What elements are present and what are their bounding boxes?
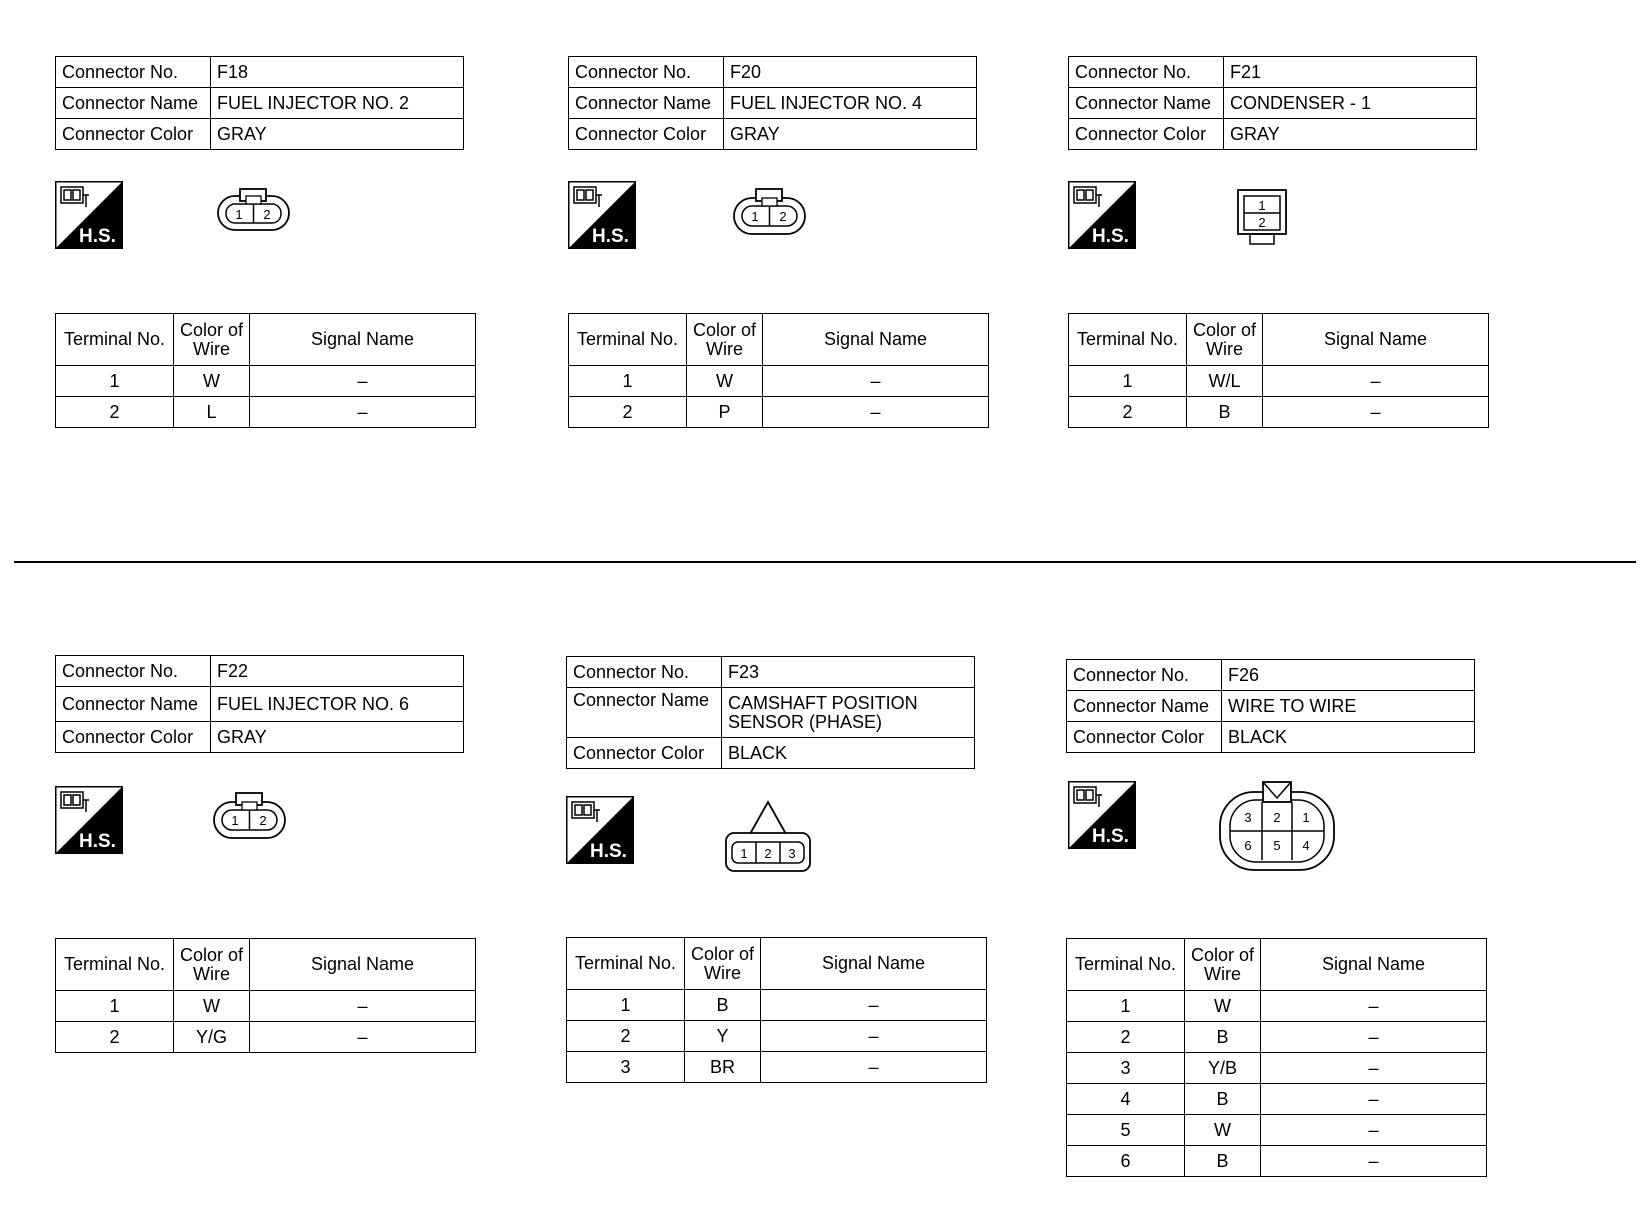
signal-name-header: Signal Name (763, 314, 989, 366)
table-row (1069, 397, 1489, 428)
signal-name: – (1263, 366, 1489, 397)
hs-connector-icon (568, 181, 636, 249)
pin-label: 5 (1273, 838, 1281, 853)
wire-color: W (1185, 1115, 1261, 1146)
connector-color-value: GRAY (211, 119, 464, 150)
connector-name-value: WIRE TO WIRE (1222, 691, 1475, 722)
terminal-no: 2 (1069, 397, 1187, 428)
pin-label: 1 (1302, 810, 1310, 825)
signal-name: – (1261, 1084, 1487, 1115)
hs-label: H.S. (79, 226, 116, 247)
signal-name-header: Signal Name (250, 939, 476, 991)
signal-name: – (763, 397, 989, 428)
terminal-no: 1 (567, 990, 685, 1021)
terminal-table-f18 (55, 313, 476, 428)
terminal-no: 4 (1067, 1084, 1185, 1115)
pin-label: 3 (1244, 810, 1252, 825)
connector-color-label: Connector Color (56, 119, 211, 150)
table-row (56, 366, 476, 397)
section-divider (14, 561, 1636, 563)
hs-label: H.S. (592, 226, 629, 247)
pin-label: 1 (740, 846, 748, 861)
terminal-no: 5 (1067, 1115, 1185, 1146)
wire-color: B (685, 990, 761, 1021)
two-pin-connector-icon (216, 186, 292, 234)
pin-label: 2 (259, 813, 267, 828)
signal-name: – (1261, 1115, 1487, 1146)
table-row (567, 1052, 987, 1083)
wire-color-header: Color of Wire (174, 939, 250, 991)
pin-label: 2 (263, 207, 271, 222)
hs-label: H.S. (1092, 226, 1129, 247)
terminal-no-header: Terminal No. (1067, 939, 1185, 991)
table-row (56, 991, 476, 1022)
connector-color-label: Connector Color (569, 119, 724, 150)
wire-color: Y/G (174, 1022, 250, 1053)
connector-no-value: F26 (1222, 660, 1475, 691)
wire-color: W (1185, 991, 1261, 1022)
signal-name: – (763, 366, 989, 397)
signal-name: – (761, 1021, 987, 1052)
connector-name-value: FUEL INJECTOR NO. 2 (211, 88, 464, 119)
pin-label: 2 (1273, 810, 1281, 825)
terminal-no-header: Terminal No. (56, 939, 174, 991)
wire-color: BR (685, 1052, 761, 1083)
connector-name-label: Connector Name (567, 688, 722, 738)
connector-color-label: Connector Color (56, 722, 211, 753)
terminal-no-header: Terminal No. (567, 938, 685, 990)
signal-name-header: Signal Name (1261, 939, 1487, 991)
table-row (1067, 1084, 1487, 1115)
signal-name: – (1261, 1053, 1487, 1084)
wire-color: W (174, 991, 250, 1022)
table-row (1067, 1053, 1487, 1084)
terminal-table-f23 (566, 937, 987, 1083)
connector-name-label: Connector Name (569, 88, 724, 119)
terminal-no: 2 (567, 1021, 685, 1052)
connector-no-label: Connector No. (567, 657, 722, 688)
signal-name: – (1261, 1022, 1487, 1053)
terminal-no: 2 (569, 397, 687, 428)
connector-name-label: Connector Name (1067, 691, 1222, 722)
connector-color-label: Connector Color (567, 738, 722, 769)
wire-color: B (1187, 397, 1263, 428)
wire-color-header: Color of Wire (687, 314, 763, 366)
hs-label: H.S. (590, 841, 627, 862)
pin-label: 2 (1258, 215, 1266, 230)
connector-name-value: CAMSHAFT POSITION SENSOR (PHASE) (722, 688, 975, 738)
wire-color: Y/B (1185, 1053, 1261, 1084)
pin-label: 2 (764, 846, 772, 861)
connector-name-label: Connector Name (56, 88, 211, 119)
wire-color: W (174, 366, 250, 397)
terminal-no-header: Terminal No. (56, 314, 174, 366)
table-row (56, 397, 476, 428)
table-row (567, 990, 987, 1021)
terminal-table-f26 (1066, 938, 1487, 1177)
table-row (1067, 1146, 1487, 1177)
connector-f22-info (55, 655, 464, 753)
signal-name-header: Signal Name (761, 938, 987, 990)
connector-f21-info (1068, 56, 1477, 150)
pin-label: 1 (1258, 198, 1266, 213)
pin-label: 1 (231, 813, 239, 828)
connector-name-label: Connector Name (56, 687, 211, 722)
hs-label: H.S. (79, 831, 116, 852)
three-pin-connector-icon (724, 800, 812, 874)
signal-name: – (250, 991, 476, 1022)
terminal-no: 3 (567, 1052, 685, 1083)
connector-no-value: F21 (1224, 57, 1477, 88)
connector-color-value: GRAY (724, 119, 977, 150)
terminal-no: 1 (1069, 366, 1187, 397)
terminal-no: 2 (56, 1022, 174, 1053)
terminal-no-header: Terminal No. (569, 314, 687, 366)
table-row (1067, 991, 1487, 1022)
table-row (1067, 1115, 1487, 1146)
terminal-no: 2 (1067, 1022, 1185, 1053)
terminal-no: 6 (1067, 1146, 1185, 1177)
two-pin-connector-icon (732, 186, 808, 238)
connector-no-value: F22 (211, 656, 464, 687)
hs-connector-icon (55, 786, 123, 854)
hs-connector-icon (566, 796, 634, 864)
wire-color: B (1185, 1022, 1261, 1053)
connector-color-value: BLACK (1222, 722, 1475, 753)
signal-name: – (761, 1052, 987, 1083)
table-row (569, 397, 989, 428)
connector-name-label: Connector Name (1069, 88, 1224, 119)
signal-name: – (1261, 991, 1487, 1022)
pin-label: 6 (1244, 838, 1252, 853)
pin-label: 1 (751, 209, 759, 224)
connector-no-label: Connector No. (1067, 660, 1222, 691)
pin-label: 4 (1302, 838, 1310, 853)
wire-color: W/L (1187, 366, 1263, 397)
six-pin-connector-icon (1218, 780, 1336, 872)
table-row (567, 1021, 987, 1052)
table-row (569, 366, 989, 397)
signal-name: – (761, 990, 987, 1021)
connector-no-label: Connector No. (1069, 57, 1224, 88)
hs-label: H.S. (1092, 826, 1129, 847)
connector-color-value: BLACK (722, 738, 975, 769)
signal-name: – (1263, 397, 1489, 428)
pin-label: 3 (788, 846, 796, 861)
connector-f26-info (1066, 659, 1475, 753)
pin-label: 2 (779, 209, 787, 224)
wire-color-header: Color of Wire (1187, 314, 1263, 366)
wire-color-header: Color of Wire (1185, 939, 1261, 991)
hs-connector-icon (55, 181, 123, 249)
terminal-table-f22 (55, 938, 476, 1053)
connector-no-value: F20 (724, 57, 977, 88)
terminal-no: 1 (569, 366, 687, 397)
terminal-no: 2 (56, 397, 174, 428)
terminal-no: 3 (1067, 1053, 1185, 1084)
connector-name-value: FUEL INJECTOR NO. 4 (724, 88, 977, 119)
wire-color: B (1185, 1084, 1261, 1115)
hs-connector-icon (1068, 181, 1136, 249)
connector-no-value: F23 (722, 657, 975, 688)
connector-f23-info (566, 656, 975, 769)
terminal-no: 1 (1067, 991, 1185, 1022)
table-row (56, 1022, 476, 1053)
wire-color: P (687, 397, 763, 428)
terminal-no-header: Terminal No. (1069, 314, 1187, 366)
wire-color: L (174, 397, 250, 428)
connector-no-value: F18 (211, 57, 464, 88)
connector-color-value: GRAY (1224, 119, 1477, 150)
signal-name-header: Signal Name (1263, 314, 1489, 366)
table-row (1069, 366, 1489, 397)
connector-no-label: Connector No. (56, 57, 211, 88)
signal-name: – (250, 366, 476, 397)
two-pin-vertical-connector-icon (1236, 188, 1290, 246)
hs-connector-icon (1068, 781, 1136, 849)
signal-name: – (1261, 1146, 1487, 1177)
connector-name-value: CONDENSER - 1 (1224, 88, 1477, 119)
connector-name-value: FUEL INJECTOR NO. 6 (211, 687, 464, 722)
wire-color-header: Color of Wire (174, 314, 250, 366)
connector-no-label: Connector No. (56, 656, 211, 687)
two-pin-connector-icon (212, 790, 288, 842)
signal-name-header: Signal Name (250, 314, 476, 366)
connector-no-label: Connector No. (569, 57, 724, 88)
connector-color-value: GRAY (211, 722, 464, 753)
wire-color-header: Color of Wire (685, 938, 761, 990)
terminal-table-f21 (1068, 313, 1489, 428)
signal-name: – (250, 397, 476, 428)
terminal-no: 1 (56, 991, 174, 1022)
wire-color: Y (685, 1021, 761, 1052)
wire-color: W (687, 366, 763, 397)
connector-color-label: Connector Color (1069, 119, 1224, 150)
terminal-table-f20 (568, 313, 989, 428)
connector-f20-info (568, 56, 977, 150)
connector-f18-info (55, 56, 464, 150)
connector-color-label: Connector Color (1067, 722, 1222, 753)
table-row (1067, 1022, 1487, 1053)
wire-color: B (1185, 1146, 1261, 1177)
pin-label: 1 (235, 207, 243, 222)
signal-name: – (250, 1022, 476, 1053)
terminal-no: 1 (56, 366, 174, 397)
